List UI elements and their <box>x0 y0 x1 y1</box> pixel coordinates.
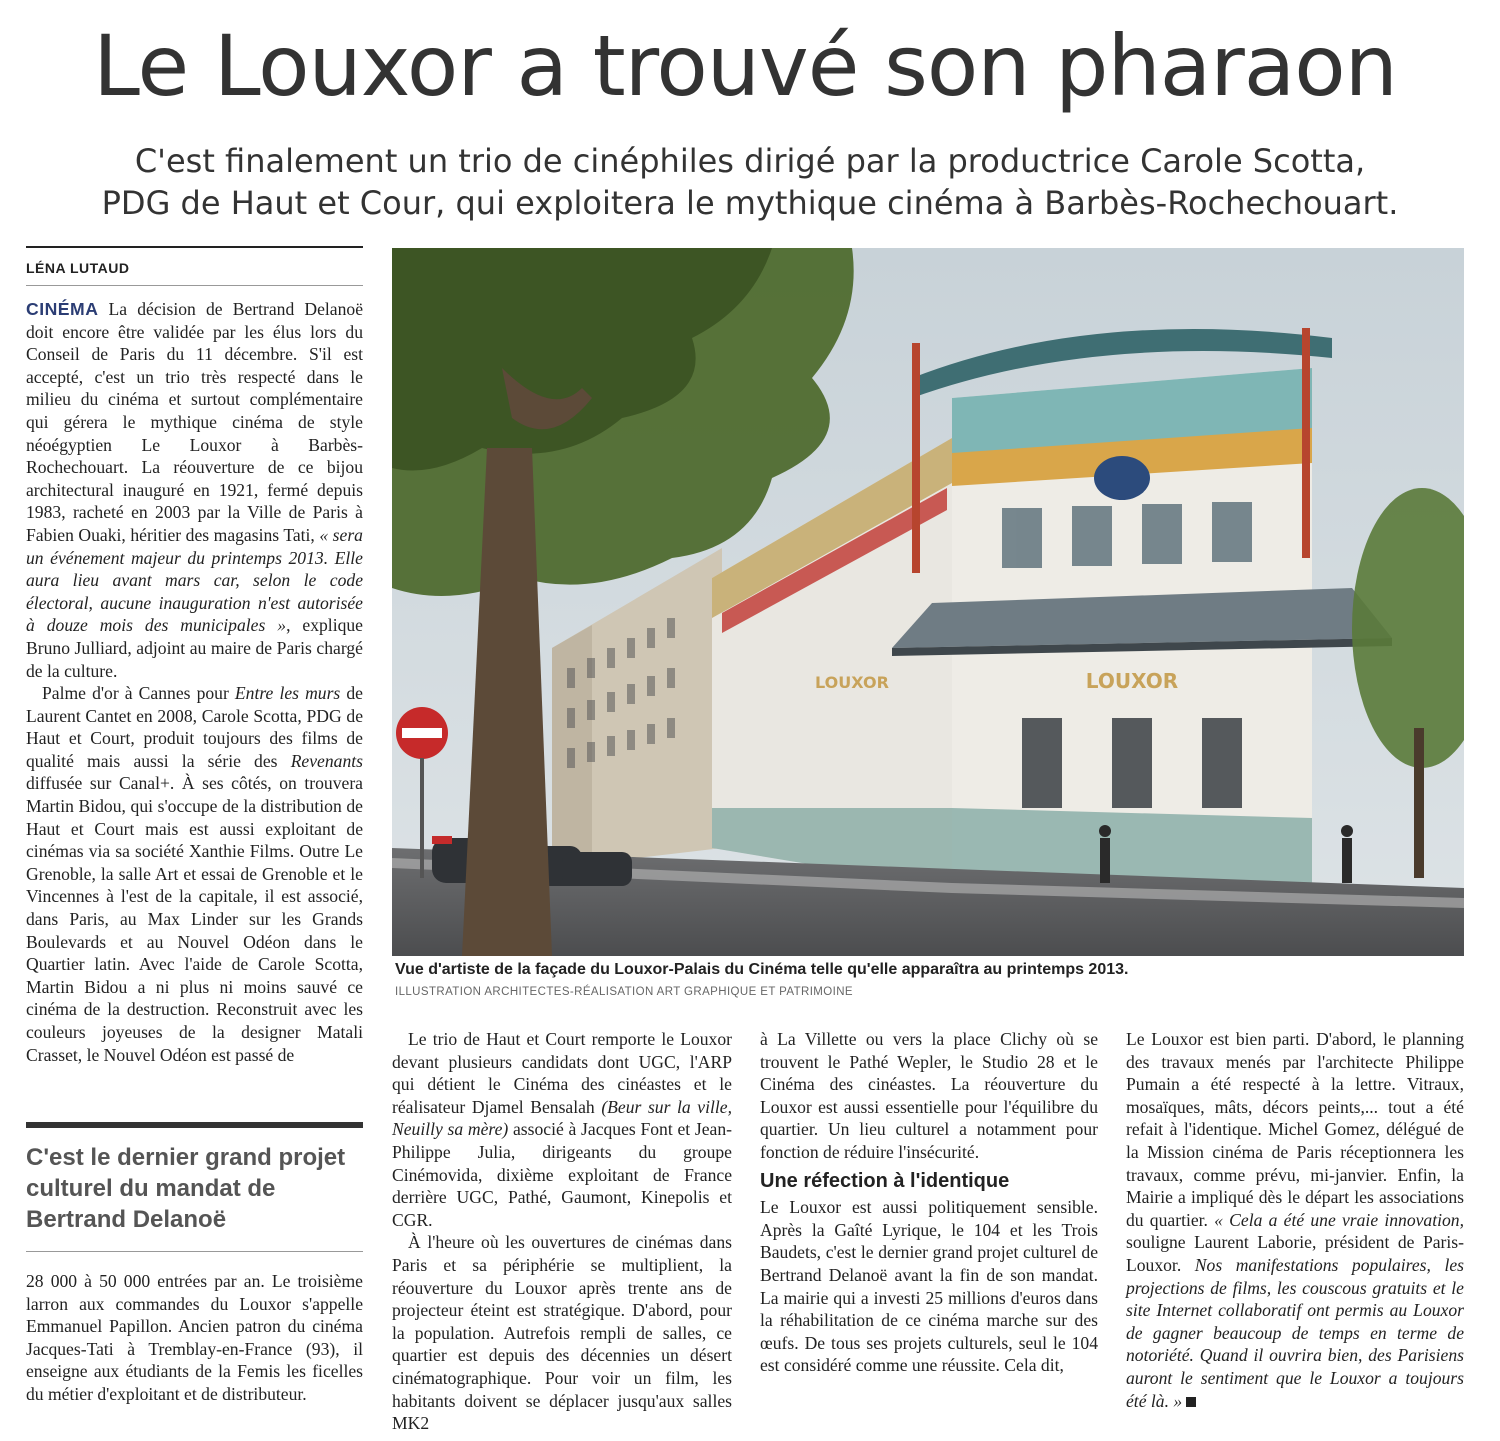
column-3 <box>760 1028 1098 1377</box>
column-1 <box>26 298 363 1066</box>
text-span: souligne Laurent Laborie, président de Paris-Louxor. <box>1126 1232 1464 1275</box>
louxor-sign-front: LOUXOR <box>1085 669 1179 693</box>
paragraph-2: À l'heure où les ouvertures de cinémas dans Paris et sa périphérie se multiplient, la réouverture du Louxor après trente ans de projecteur éteint est stratégique. D'abord, pour la population. Autrefois rempli de salles, ce quartier est depuis des décennies un désert cinématographique. Pour voir un film, les habitants doivent se déplacer jusqu'aux salles MK2 <box>392 1232 732 1434</box>
text-span: La décision de Bertrand Delanoë doit encore être validée par les élus lors du Conseil de Paris du 11 décembre. S'il est accepté, c'est un trio très respecté dans le milieu du cinéma et surtout complémentaire qui gérera le mythique cinéma de style néoégyptien Le Louxor à Barbès-Rochechouart. La réouverture de ce bijou architectural inauguré en 1921, fermé depuis 1983, racheté en 2003 par la Ville de Paris à Fabien Ouaki, héritier des magasins Tati, <box>26 299 363 545</box>
paragraph-2: Le Louxor est aussi politiquement sensible. Après la Gaîté Lyrique, le 104 et les Trois Baudets, c'est le dernier grand projet culturel de Bertrand Delanoë avant la fin de son mandat. La mairie qui a investi 25 millions d'euros dans la réhabilitation de ce cinéma marche sur des œufs. De tous ses projets culturels, seul le 104 est considéré comme une réussite. Cela dit, <box>760 1197 1098 1376</box>
standfirst-line-1: C'est finalement un trio de cinéphiles dirigé par la productrice Carole Scotta, <box>134 142 1366 180</box>
text-span: de Laurent Cantet en 2008, Carole Scotta, PDG de Haut et Court, produit toujours des films de qualité mais aussi la série des <box>26 683 363 771</box>
byline: LÉNA LUTAUD <box>26 260 130 276</box>
paragraph-1 <box>392 1028 732 1231</box>
headline: Le Louxor a trouvé son pharaon <box>93 17 1397 115</box>
text-span: associé à Jacques Font et Jean-Philippe Julia, dirigeants du groupe Cinémovida, dixième exploitant de France derrière UGC, Pathé, Gaumont, Kinepolis et CGR. <box>392 1119 732 1230</box>
quote-span: « Cela a été une vraie innovation, <box>1214 1209 1464 1230</box>
standfirst <box>20 140 1480 224</box>
paragraph-1 <box>26 298 363 682</box>
photo-caption: Vue d'artiste de la façade du Louxor-Palais du Cinéma telle qu'elle apparaîtra au printemps 2013. <box>395 961 1129 978</box>
text-span: Le Louxor est bien parti. D'abord, le planning des travaux menés par l'architecte Philippe Pumain a été respecté à la lettre. Vitraux, mosaïques, mâts, décors peints,... tout a été refait à l'identique. Michel Gomez, délégué de la Mission cinéma de Paris réceptionnera les travaux, comme prévu, mi-janvier. Enfin, la Mairie a impliqué dès le départ les associations du quartier. <box>1126 1029 1464 1230</box>
quote-span: Nos manifestations populaires, les projections de films, les couscous gratuits et le site Internet collaboratif ont permis au Louxor de gagner beaucoup de temps en terme de notoriété. Quand il ouvrira bien, des Parisiens auront le sentiment que le Louxor a toujours été là. » <box>1126 1254 1464 1411</box>
text-span: Palme d'or à Cannes pour <box>42 683 235 704</box>
pullquote-box <box>26 1122 363 1252</box>
pullquote: C'est le dernier grand projet culturel du mandat de Bertrand Delanoë <box>26 1144 346 1233</box>
text-span: diffusée sur Canal+. À ses côtés, on trouvera Martin Bidou, qui s'occupe de la distribution de Haut et Court mais est aussi exploitant de cinémas via sa société Xanthie Films. Outre Le Grenoble, la salle Art et essai de Grenoble et le Vincennes à l'est de la capitale, il est associé, dans Paris, au Max Linder sur les Grands Boulevards et au Nouvel Odéon dans le Quartier latin. Avec l'aide de Carole Scotta, Martin Bidou a ni plus ni moins sauvé ce cinéma de la destruction. Reconstruit avec les couleurs joyeuses de la designer Matali Crasset, le Nouvel Odéon est passé de <box>26 773 363 1065</box>
text-span: , explique Bruno Julliard, adjoint au maire de Paris chargé de la culture. <box>26 615 363 681</box>
louxor-sign-side: LOUXOR <box>815 673 889 692</box>
facade-drawing <box>392 248 1464 956</box>
subheading: Une réfection à l'identique <box>760 1169 1010 1192</box>
column-2 <box>392 1028 732 1435</box>
standfirst-line-2: PDG de Haut et Cour, qui exploitera le mythique cinéma à Barbès-Rochechouart. <box>101 184 1399 222</box>
paragraph-continued: 28 000 à 50 000 entrées par an. Le troisième larron aux commandes du Louxor s'appelle Emmanuel Papillon. Ancien patron du cinéma Jacques-Tati à Tremblay-en-France (93), il enseigne aux étudiants de la Femis les ficelles du métier d'exploitant et de distributeur. <box>26 1271 363 1404</box>
louxor-facade-illustration <box>392 248 1464 956</box>
end-mark <box>1186 1397 1196 1407</box>
column-4 <box>1126 1028 1464 1412</box>
photo-credit: ILLUSTRATION ARCHITECTES-RÉALISATION ART GRAPHIQUE ET PATRIMOINE <box>395 986 853 998</box>
paragraph-1 <box>1126 1028 1464 1412</box>
film-titles: (Beur sur la ville, Neuilly sa mère) <box>392 1096 732 1140</box>
quote-span: « sera un événement majeur du printemps 2013. Elle aura lieu avant mars car, selon le code électoral, aucune inauguration n'est autorisée à douze mois des municipales » <box>26 524 363 636</box>
paragraph-1: à La Villette ou vers la place Clichy où se trouvent le Pathé Wepler, le Studio 28 et le Cinéma des cinéastes. La réouverture du Louxor est aussi essentielle pour l'équilibre du quartier. Un lieu culturel a notamment pour fonction de réduire l'insécurité. <box>760 1029 1098 1162</box>
series-title: Revenants <box>290 750 363 771</box>
paragraph-2 <box>26 682 363 1066</box>
column-1-bottom <box>26 1270 363 1406</box>
text-span: Le trio de Haut et Court remporte le Louxor devant plusieurs candidats dont UGC, l'ARP qui détient le Cinéma des cinéastes et le réalisateur Djamel Bensalah <box>392 1029 732 1117</box>
byline-box <box>26 246 363 286</box>
film-title: Entre les murs <box>234 683 341 704</box>
kicker: CINÉMA <box>26 299 99 319</box>
